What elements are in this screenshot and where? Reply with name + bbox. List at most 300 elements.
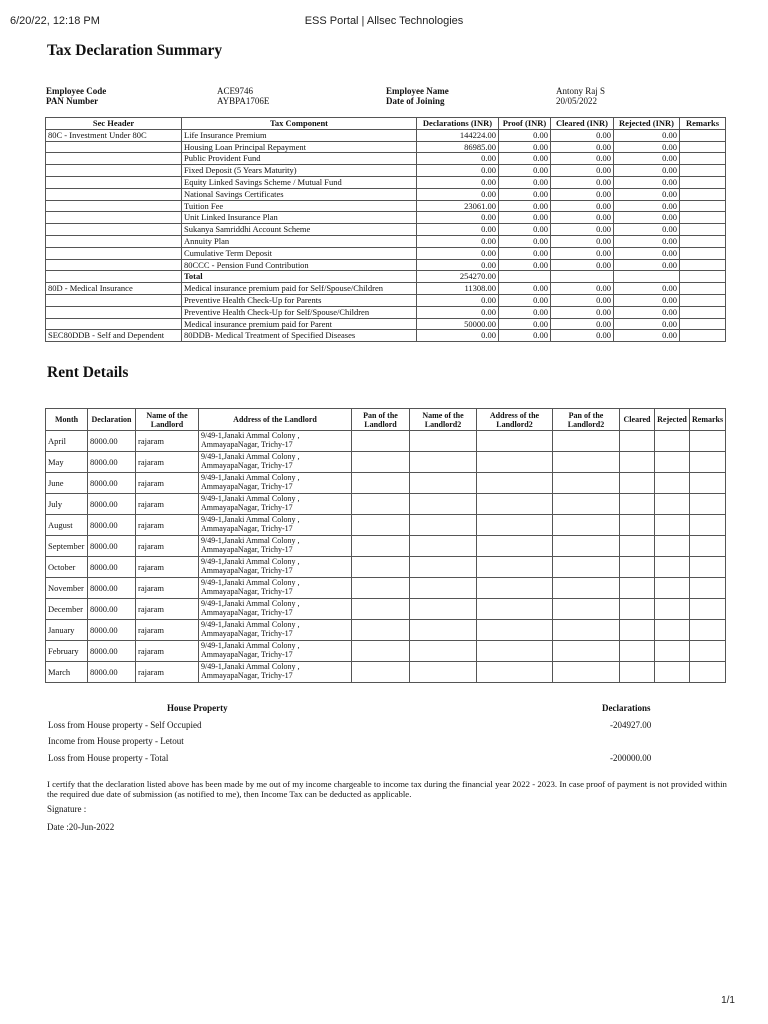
table-cell <box>477 494 553 515</box>
table-cell <box>553 431 620 452</box>
table-cell <box>46 176 182 188</box>
table-cell <box>477 515 553 536</box>
table-cell <box>690 494 726 515</box>
table-cell <box>680 200 726 212</box>
employee-name: Antony Raj S <box>556 86 606 96</box>
table-cell: 9/49-1,Janaki Ammal Colony , AmmayapaNagar, Trichy-17 <box>199 494 352 515</box>
table-cell: 9/49-1,Janaki Ammal Colony , AmmayapaNagar, Trichy-17 <box>199 662 352 683</box>
table-cell <box>690 620 726 641</box>
table-cell <box>477 662 553 683</box>
rent-column-header: Address of the Landlord2 <box>477 409 553 431</box>
table-cell <box>655 536 690 557</box>
table-cell <box>690 599 726 620</box>
table-cell <box>680 165 726 177</box>
table-cell <box>655 473 690 494</box>
hp-row-label: Loss from House property - Self Occupied <box>48 719 202 730</box>
table-cell: 0.00 <box>499 224 551 236</box>
table-cell: 254270.00 <box>417 271 499 283</box>
table-cell: 9/49-1,Janaki Ammal Colony , AmmayapaNagar, Trichy-17 <box>199 578 352 599</box>
table-cell: 0.00 <box>551 200 614 212</box>
hp-row-label: Income from House property - Letout <box>48 736 184 746</box>
table-cell: rajaram <box>136 494 199 515</box>
table-row <box>46 557 726 578</box>
rent-column-header: Cleared <box>620 409 655 431</box>
table-cell <box>352 599 410 620</box>
table-cell <box>553 557 620 578</box>
table-cell <box>46 259 182 271</box>
tax-summary-title: Tax Declaration Summary <box>47 42 223 59</box>
doj-label: Date of Joining <box>386 96 445 106</box>
table-cell: 8000.00 <box>88 431 136 452</box>
table-cell <box>553 599 620 620</box>
table-cell: 0.00 <box>499 235 551 247</box>
house-property-header: House Property <box>167 703 228 713</box>
table-cell: 0.00 <box>417 188 499 200</box>
table-cell <box>477 473 553 494</box>
table-cell: 0.00 <box>614 200 680 212</box>
table-cell: 0.00 <box>499 153 551 165</box>
table-cell: Medical insurance premium paid for Parent <box>182 318 417 330</box>
table-cell <box>410 515 477 536</box>
table-cell <box>553 536 620 557</box>
rent-column-header: Declaration <box>88 409 136 431</box>
tax-column-header: Cleared (INR) <box>551 118 614 130</box>
tax-declaration-table <box>45 117 726 342</box>
table-cell: 0.00 <box>499 200 551 212</box>
table-cell <box>680 153 726 165</box>
table-cell: Sukanya Samriddhi Account Scheme <box>182 224 417 236</box>
table-row <box>46 200 726 212</box>
table-cell <box>553 620 620 641</box>
table-cell: 0.00 <box>551 141 614 153</box>
table-cell: 86985.00 <box>417 141 499 153</box>
table-cell: 0.00 <box>417 165 499 177</box>
table-cell <box>680 294 726 306</box>
table-cell: 144224.00 <box>417 129 499 141</box>
table-cell: 0.00 <box>499 294 551 306</box>
table-cell: Annuity Plan <box>182 235 417 247</box>
table-cell: January <box>46 620 88 641</box>
table-cell <box>690 578 726 599</box>
table-cell <box>620 641 655 662</box>
employee-code: ACE9746 <box>217 86 253 96</box>
table-row <box>46 271 726 283</box>
table-cell: 0.00 <box>499 176 551 188</box>
table-cell: 80C - Investment Under 80C <box>46 129 182 141</box>
table-cell <box>410 494 477 515</box>
table-cell: 0.00 <box>417 330 499 342</box>
table-row <box>46 330 726 342</box>
table-cell <box>620 515 655 536</box>
table-row <box>46 294 726 306</box>
table-cell <box>620 557 655 578</box>
table-cell: 8000.00 <box>88 515 136 536</box>
table-cell: 8000.00 <box>88 641 136 662</box>
table-row <box>46 188 726 200</box>
rent-details-table <box>45 408 726 683</box>
table-cell <box>410 578 477 599</box>
table-cell: 0.00 <box>417 224 499 236</box>
table-cell: rajaram <box>136 641 199 662</box>
table-cell <box>410 557 477 578</box>
table-cell <box>680 188 726 200</box>
table-cell <box>680 318 726 330</box>
table-cell: March <box>46 662 88 683</box>
table-cell <box>620 536 655 557</box>
table-cell: April <box>46 431 88 452</box>
table-cell: 9/49-1,Janaki Ammal Colony , AmmayapaNagar, Trichy-17 <box>199 599 352 620</box>
table-cell: 0.00 <box>551 224 614 236</box>
table-cell <box>410 641 477 662</box>
table-cell: 0.00 <box>551 330 614 342</box>
table-cell: 23061.00 <box>417 200 499 212</box>
table-cell: 0.00 <box>417 176 499 188</box>
table-cell: Life Insurance Premium <box>182 129 417 141</box>
print-page-title: ESS Portal | Allsec Technologies <box>304 15 464 27</box>
table-cell <box>46 141 182 153</box>
table-cell: rajaram <box>136 431 199 452</box>
certification-text: I certify that the declaration listed above has been made by me out of my income chargeable to income tax during the financial year 2022 - 2023. In case proof of payment is not provided within the required due date of submission (as notified to me), then Income Tax can be deducted as applicable. <box>47 779 727 799</box>
table-cell: 0.00 <box>614 153 680 165</box>
table-cell <box>553 494 620 515</box>
table-cell: 8000.00 <box>88 557 136 578</box>
table-cell <box>680 271 726 283</box>
table-cell <box>553 641 620 662</box>
hp-row-value: -204927.00 <box>610 719 652 730</box>
table-cell: 9/49-1,Janaki Ammal Colony , AmmayapaNagar, Trichy-17 <box>199 473 352 494</box>
table-cell: 8000.00 <box>88 536 136 557</box>
table-cell <box>477 578 553 599</box>
rent-column-header: Month <box>46 409 88 431</box>
table-cell: rajaram <box>136 557 199 578</box>
table-row <box>46 473 726 494</box>
table-cell: 0.00 <box>614 247 680 259</box>
table-cell <box>477 452 553 473</box>
table-cell: 0.00 <box>551 165 614 177</box>
table-cell: 0.00 <box>551 247 614 259</box>
table-cell: 0.00 <box>417 235 499 247</box>
table-cell <box>352 452 410 473</box>
table-row <box>46 247 726 259</box>
table-cell <box>614 271 680 283</box>
table-cell: 9/49-1,Janaki Ammal Colony , AmmayapaNagar, Trichy-17 <box>199 515 352 536</box>
table-cell <box>680 247 726 259</box>
table-cell: August <box>46 515 88 536</box>
table-cell <box>477 431 553 452</box>
table-cell: Tuition Fee <box>182 200 417 212</box>
table-cell: 0.00 <box>499 283 551 295</box>
table-cell: 0.00 <box>551 129 614 141</box>
table-cell: 9/49-1,Janaki Ammal Colony , AmmayapaNagar, Trichy-17 <box>199 641 352 662</box>
table-cell <box>477 557 553 578</box>
table-cell: 0.00 <box>551 153 614 165</box>
table-cell <box>46 235 182 247</box>
table-cell: 0.00 <box>614 224 680 236</box>
rent-details-title: Rent Details <box>47 364 129 381</box>
table-cell <box>680 129 726 141</box>
table-row <box>46 141 726 153</box>
table-cell <box>553 662 620 683</box>
table-row <box>46 536 726 557</box>
table-cell <box>352 494 410 515</box>
table-cell <box>553 452 620 473</box>
table-cell <box>680 306 726 318</box>
table-cell: 0.00 <box>499 318 551 330</box>
table-cell <box>620 431 655 452</box>
table-cell: 8000.00 <box>88 599 136 620</box>
table-cell <box>352 557 410 578</box>
table-cell <box>410 473 477 494</box>
table-cell: 0.00 <box>614 176 680 188</box>
table-cell: 0.00 <box>499 259 551 271</box>
employee-name-label: Employee Name <box>386 86 449 96</box>
employee-code-label: Employee Code <box>46 86 107 96</box>
table-cell <box>655 515 690 536</box>
table-cell <box>46 247 182 259</box>
table-cell: rajaram <box>136 662 199 683</box>
tax-column-header: Declarations (INR) <box>417 118 499 130</box>
hp-row-label: Loss from House property - Total <box>48 752 169 763</box>
table-cell <box>680 235 726 247</box>
hp-row-value: -200000.00 <box>610 752 652 763</box>
table-cell <box>690 431 726 452</box>
table-cell <box>655 557 690 578</box>
table-row <box>46 224 726 236</box>
table-cell <box>680 212 726 224</box>
table-cell: 0.00 <box>551 235 614 247</box>
table-cell: 80CCC - Pension Fund Contribution <box>182 259 417 271</box>
table-row <box>46 641 726 662</box>
table-cell: Preventive Health Check-Up for Self/Spouse/Children <box>182 306 417 318</box>
table-cell: 0.00 <box>417 306 499 318</box>
table-cell: rajaram <box>136 515 199 536</box>
table-cell: 0.00 <box>551 176 614 188</box>
table-cell: 8000.00 <box>88 578 136 599</box>
print-datetime: 6/20/22, 12:18 PM <box>10 15 100 27</box>
table-cell <box>680 224 726 236</box>
table-cell: 0.00 <box>499 141 551 153</box>
pan-label: PAN Number <box>46 96 99 106</box>
table-cell: 9/49-1,Janaki Ammal Colony , AmmayapaNagar, Trichy-17 <box>199 431 352 452</box>
table-cell <box>620 494 655 515</box>
table-cell: 0.00 <box>499 247 551 259</box>
table-cell: 9/49-1,Janaki Ammal Colony , AmmayapaNagar, Trichy-17 <box>199 452 352 473</box>
table-cell <box>410 620 477 641</box>
tax-column-header: Rejected (INR) <box>614 118 680 130</box>
table-cell: September <box>46 536 88 557</box>
table-cell: 0.00 <box>551 318 614 330</box>
table-cell: Preventive Health Check-Up for Parents <box>182 294 417 306</box>
table-cell: 0.00 <box>417 247 499 259</box>
table-cell <box>655 578 690 599</box>
tax-column-header: Sec Header <box>46 118 182 130</box>
table-cell <box>410 431 477 452</box>
table-cell: May <box>46 452 88 473</box>
signature-label: Signature : <box>47 804 87 814</box>
table-cell: 0.00 <box>499 188 551 200</box>
table-cell <box>655 641 690 662</box>
table-cell <box>680 141 726 153</box>
table-cell <box>620 662 655 683</box>
table-cell <box>690 536 726 557</box>
table-row <box>46 235 726 247</box>
table-cell: 0.00 <box>614 165 680 177</box>
table-row <box>46 259 726 271</box>
table-cell <box>352 515 410 536</box>
table-cell <box>620 578 655 599</box>
table-cell: 0.00 <box>551 283 614 295</box>
table-cell <box>352 431 410 452</box>
table-cell: rajaram <box>136 620 199 641</box>
table-cell <box>553 515 620 536</box>
table-cell: 0.00 <box>614 235 680 247</box>
table-cell: Public Provident Fund <box>182 153 417 165</box>
table-cell: 8000.00 <box>88 494 136 515</box>
table-cell <box>46 224 182 236</box>
table-cell: 0.00 <box>551 188 614 200</box>
table-row <box>46 662 726 683</box>
table-row <box>46 153 726 165</box>
table-cell: 0.00 <box>499 129 551 141</box>
table-cell: December <box>46 599 88 620</box>
table-cell: Equity Linked Savings Scheme / Mutual Fund <box>182 176 417 188</box>
table-cell <box>680 259 726 271</box>
date-of-joining: 20/05/2022 <box>556 96 598 106</box>
page-number: 1/1 <box>721 995 735 1006</box>
table-cell <box>655 599 690 620</box>
table-cell: 9/49-1,Janaki Ammal Colony , AmmayapaNagar, Trichy-17 <box>199 620 352 641</box>
table-cell <box>46 153 182 165</box>
table-row <box>46 318 726 330</box>
table-row <box>46 452 726 473</box>
table-cell <box>499 271 551 283</box>
house-property-section <box>47 703 727 769</box>
table-cell <box>690 515 726 536</box>
table-cell <box>553 578 620 599</box>
table-row <box>46 431 726 452</box>
table-cell <box>46 188 182 200</box>
table-cell: February <box>46 641 88 662</box>
table-cell <box>655 662 690 683</box>
table-cell: 0.00 <box>614 259 680 271</box>
table-cell: 0.00 <box>614 129 680 141</box>
table-cell: rajaram <box>136 536 199 557</box>
table-cell: Unit Linked Insurance Plan <box>182 212 417 224</box>
table-cell <box>620 473 655 494</box>
table-cell <box>680 330 726 342</box>
table-cell: October <box>46 557 88 578</box>
table-cell: 11308.00 <box>417 283 499 295</box>
table-row <box>46 165 726 177</box>
table-cell <box>46 318 182 330</box>
rent-column-header: Name of the Landlord2 <box>410 409 477 431</box>
rent-column-header: Address of the Landlord <box>199 409 352 431</box>
table-row <box>46 129 726 141</box>
table-cell: 0.00 <box>551 294 614 306</box>
table-cell: 0.00 <box>614 141 680 153</box>
table-cell <box>46 165 182 177</box>
table-cell: 0.00 <box>614 188 680 200</box>
table-cell <box>620 620 655 641</box>
rent-column-header: Pan of the Landlord2 <box>553 409 620 431</box>
table-cell <box>46 271 182 283</box>
table-cell <box>620 599 655 620</box>
table-row <box>46 620 726 641</box>
table-cell: 0.00 <box>417 153 499 165</box>
table-cell: 50000.00 <box>417 318 499 330</box>
table-cell <box>46 294 182 306</box>
table-cell: 0.00 <box>417 212 499 224</box>
table-cell <box>620 452 655 473</box>
table-cell: Fixed Deposit (5 Years Maturity) <box>182 165 417 177</box>
table-cell: National Savings Certificates <box>182 188 417 200</box>
table-cell: November <box>46 578 88 599</box>
table-cell: rajaram <box>136 452 199 473</box>
tax-column-header: Proof (INR) <box>499 118 551 130</box>
tax-column-header: Tax Component <box>182 118 417 130</box>
table-cell: Medical insurance premium paid for Self/Spouse/Children <box>182 283 417 295</box>
table-cell <box>46 212 182 224</box>
table-cell: July <box>46 494 88 515</box>
declaration-date: Date :20-Jun-2022 <box>47 822 115 832</box>
table-cell: 8000.00 <box>88 452 136 473</box>
table-cell <box>477 620 553 641</box>
table-cell <box>477 536 553 557</box>
table-cell <box>352 620 410 641</box>
table-cell <box>551 271 614 283</box>
rent-column-header: Name of the Landlord <box>136 409 199 431</box>
table-cell: 0.00 <box>499 165 551 177</box>
table-cell: 0.00 <box>551 306 614 318</box>
table-cell <box>553 473 620 494</box>
table-cell <box>410 662 477 683</box>
table-cell: Cumulative Term Deposit <box>182 247 417 259</box>
table-cell: SEC80DDB - Self and Dependent <box>46 330 182 342</box>
table-cell <box>655 620 690 641</box>
table-row <box>46 283 726 295</box>
table-cell: 0.00 <box>614 318 680 330</box>
table-cell <box>680 283 726 295</box>
table-cell: 8000.00 <box>88 473 136 494</box>
table-cell: 9/49-1,Janaki Ammal Colony , AmmayapaNagar, Trichy-17 <box>199 536 352 557</box>
declarations-header: Declarations <box>602 703 651 713</box>
table-cell <box>352 578 410 599</box>
tax-column-header: Remarks <box>680 118 726 130</box>
table-cell: 8000.00 <box>88 620 136 641</box>
rent-column-header: Rejected <box>655 409 690 431</box>
table-row <box>46 176 726 188</box>
table-cell <box>655 431 690 452</box>
table-cell: 0.00 <box>499 212 551 224</box>
table-cell <box>410 599 477 620</box>
table-cell: 80D - Medical Insurance <box>46 283 182 295</box>
table-cell: 0.00 <box>499 306 551 318</box>
table-cell <box>477 641 553 662</box>
table-cell <box>690 473 726 494</box>
table-cell <box>690 452 726 473</box>
table-cell: 0.00 <box>614 306 680 318</box>
pan-number: AYBPA1706E <box>217 96 270 106</box>
table-cell <box>352 473 410 494</box>
table-row <box>46 515 726 536</box>
table-row <box>46 599 726 620</box>
table-cell <box>477 599 553 620</box>
table-cell: 0.00 <box>551 212 614 224</box>
employee-info <box>46 86 726 106</box>
table-cell: 0.00 <box>551 259 614 271</box>
table-cell <box>352 536 410 557</box>
table-cell: Housing Loan Principal Repayment <box>182 141 417 153</box>
